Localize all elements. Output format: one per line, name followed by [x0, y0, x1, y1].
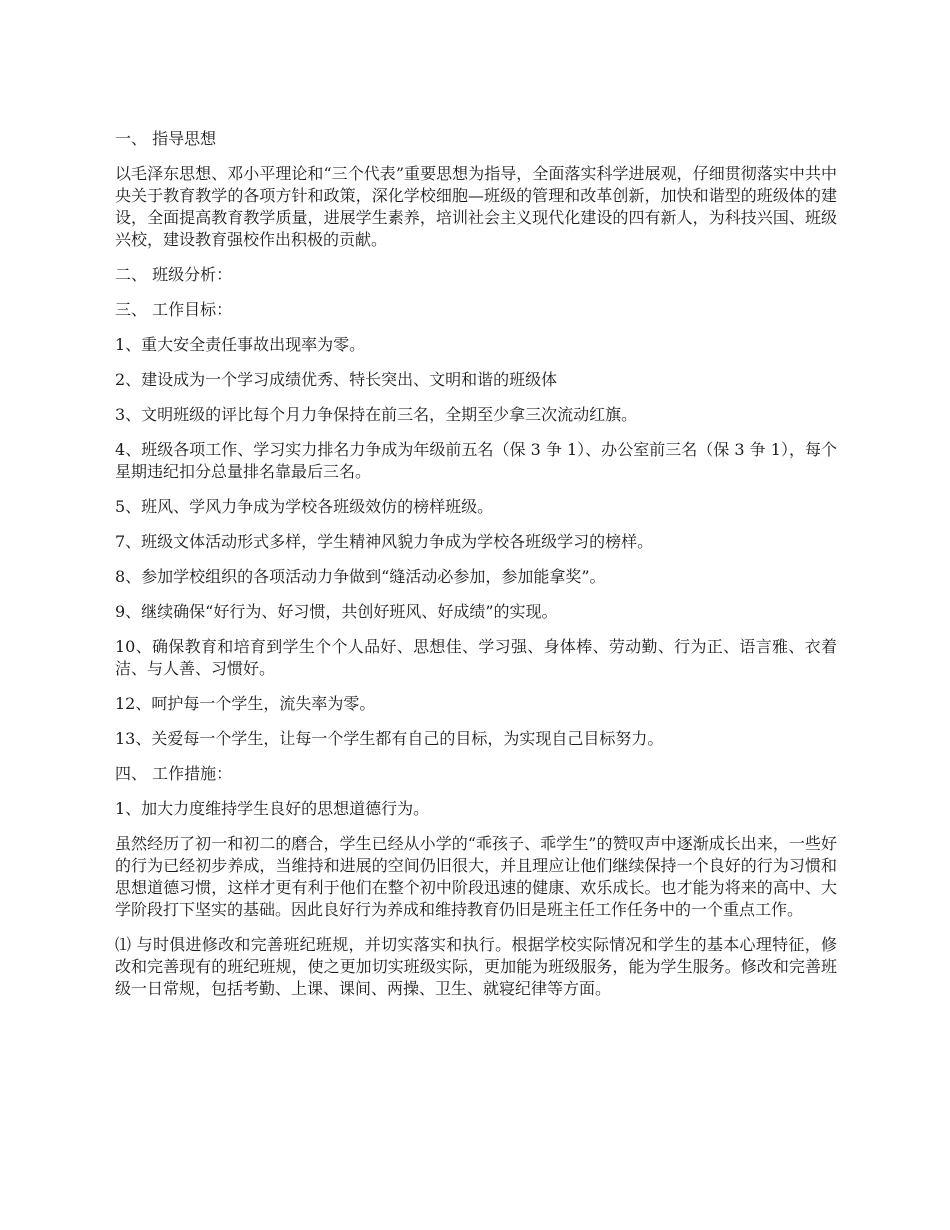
section-heading-guiding-ideology: 一、 指导思想: [115, 129, 217, 148]
paragraph-behavior-education: 虽然经历了初一和初二的磨合，学生已经从小学的“乖孩子、乖学生”的赞叹声中逐渐成长出来，一些好的行为已经初步养成，当维持和进展的空间仍旧很大，并且理应让他们继续保持一个良好的行为习惯和思想道德习惯，这样才更有利于他们在整个初中阶段迅速的健康、欢乐成长。也才能为将来的高中、大学阶段打下坚实的基础。因此良好行为养成和维持教育仍旧是班主任工作任务中的一个重点工作。: [115, 834, 837, 919]
section-heading-class-analysis: 二、 班级分析：: [115, 265, 233, 284]
paragraph-class-rules: ⑴ 与时俱进修改和完善班纪班规，并切实落实和执行。根据学校实际情况和学生的基本心理特征，修改和完善现有的班纪班规，使之更加切实班级实际，更加能为班级服务，能为学生服务。修改和完善班级一日常规，包括考勤、上课、课间、两操、卫生、就寝纪律等方面。: [115, 935, 837, 998]
paragraph-guiding-ideology: 以毛泽东思想、邓小平理论和“三个代表”重要思想为指导，全面落实科学进展观，仔细贯彻落实中共中央关于教育教学的各项方针和政策，深化学校细胞—班级的管理和改革创新，加快和谐型的班级体的建设，全面提高教育教学质量，进展学生素养，培训社会主义现代化建设的四有新人，为科技兴国、班级兴校，建设教育强校作出积极的贡献。: [115, 164, 837, 249]
section-heading-work-goals: 三、 工作目标：: [115, 300, 233, 319]
goal-item-12: 12、呵护每一个学生，流失率为零。: [115, 694, 376, 713]
goal-item-9: 9、继续确保“好行为、好习惯，共创好班风、好成绩”的实现。: [115, 602, 558, 621]
goal-item-2: 2、建设成为一个学习成绩优秀、特长突出、文明和谐的班级体: [115, 370, 558, 389]
goal-item-8: 8、参加学校组织的各项活动力争做到“缝活动必参加，参加能拿奖”。: [115, 567, 606, 586]
goal-item-3: 3、文明班级的评比每个月力争保持在前三名，全期至少拿三次流动红旗。: [115, 405, 638, 424]
measure-item-1: 1、加大力度维持学生良好的思想道德行为。: [115, 799, 430, 818]
document-body: [115, 128, 837, 1013]
goal-item-5: 5、班风、学风力争成为学校各班级效仿的榜样班级。: [115, 497, 494, 516]
section-heading-work-measures: 四、 工作措施：: [115, 764, 233, 783]
goal-item-10: 10、确保教育和培育到学生个个人品好、思想佳、学习强、身体棒、劳动勤、行为正、语言雅、衣着洁、与人善、习惯好。: [115, 637, 837, 678]
goal-item-7: 7、班级文体活动形式多样，学生精神风貌力争成为学校各班级学习的榜样。: [115, 532, 654, 551]
goal-item-1: 1、重大安全责任事故出现率为零。: [115, 335, 366, 354]
goal-item-4: 4、班级各项工作、学习实力排名力争成为年级前五名（保 3 争 1）、办公室前三名（保 3 争 1），每个星期违纪扣分总量排名靠最后三名。: [115, 440, 837, 481]
goal-item-13: 13、关爱每一个学生，让每一个学生都有自己的目标，为实现自己目标努力。: [115, 729, 664, 748]
